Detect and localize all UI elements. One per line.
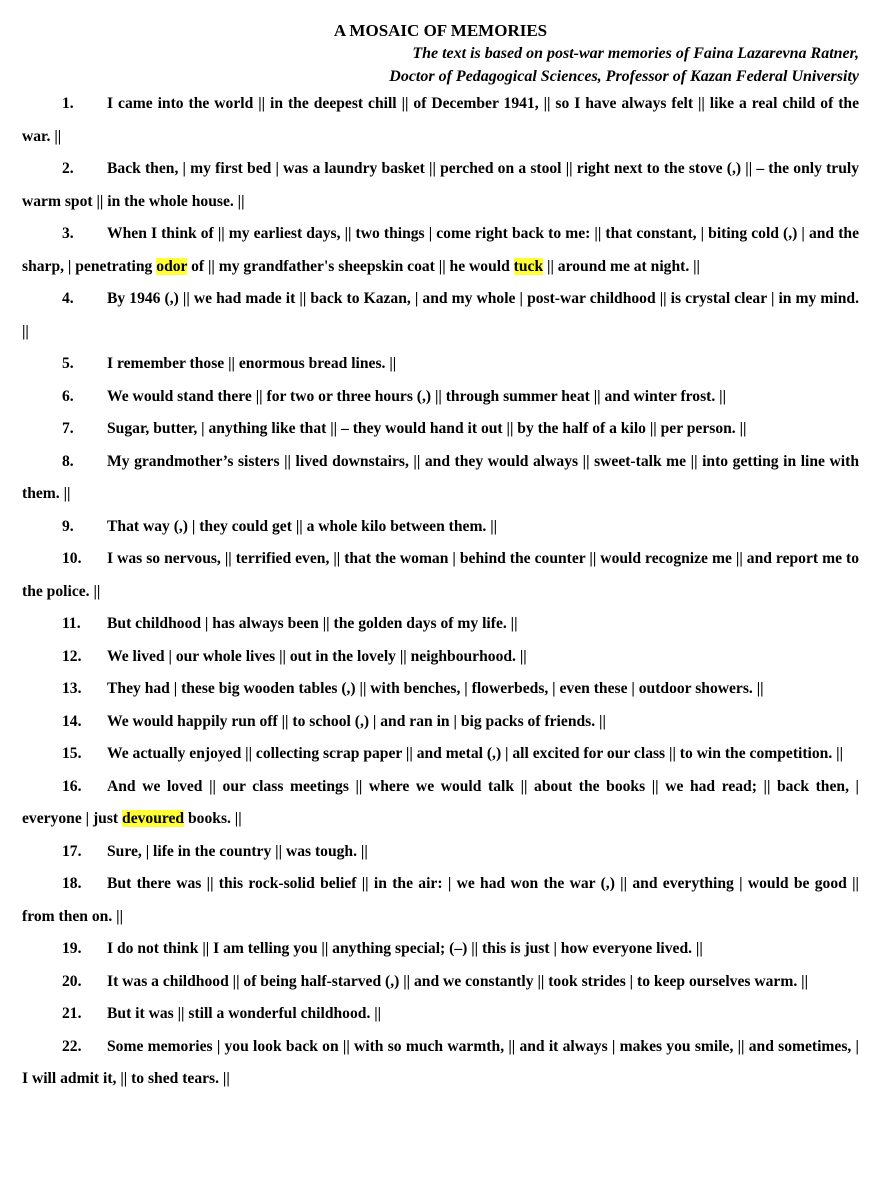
item-number: 9.: [62, 517, 74, 535]
item-text: It was a childhood || of being half-starved (,) || and we constantly || took strides | to keep ourselves warm. ||: [107, 972, 809, 990]
item-text: But childhood | has always been || the golden days of my life. ||: [107, 615, 518, 632]
memory-item: [22, 998, 859, 1031]
item-number: 15.: [62, 745, 82, 762]
highlighted-word: tuck: [513, 257, 544, 275]
memory-item: [22, 381, 859, 414]
memory-item: [22, 933, 859, 966]
item-text: But it was || still a wonderful childhood. ||: [107, 1005, 382, 1022]
item-text: Back then, | my first bed | was a laundry basket || perched on a stool || right next to the stove (,) || – the only truly warm spot || in the whole house. ||: [22, 160, 859, 210]
item-text: That way (,) | they could get || a whole kilo between them. ||: [107, 517, 498, 535]
memory-item: [22, 283, 859, 348]
document-title: A MOSAIC OF MEMORIES: [333, 21, 548, 40]
memory-item: [22, 88, 859, 153]
item-text: But there was || this rock-solid belief || in the air: | we had won the war (,) || and everything | would be good || from then on. ||: [22, 875, 859, 925]
subtitle-line-1: The text is based on post-war memories of Faina Lazarevna Ratner,: [412, 45, 859, 62]
memory-item: [22, 641, 859, 674]
memory-item: [22, 771, 859, 836]
item-text: || around me at night. ||: [543, 257, 700, 275]
memory-item: [22, 348, 859, 381]
memory-item: [22, 511, 859, 544]
item-number: 21.: [62, 1005, 82, 1022]
memory-item: [22, 543, 859, 608]
memory-item: [22, 966, 859, 999]
item-number: 7.: [62, 420, 74, 437]
item-text: We lived | our whole lives || out in the lovely || neighbourhood. ||: [107, 647, 527, 665]
item-number: 2.: [62, 160, 74, 177]
item-number: 22.: [62, 1037, 82, 1055]
item-number: 17.: [62, 842, 82, 860]
memory-item: [22, 836, 859, 869]
memory-item: [22, 413, 859, 446]
item-number: 1.: [62, 95, 74, 112]
memory-item: [22, 868, 859, 933]
item-text: Some memories | you look back on || with so much warmth, || and it always | makes you smile, || and sometimes, | I will admit it, || to shed tears. ||: [22, 1037, 859, 1087]
item-number: 16.: [62, 777, 82, 795]
item-text: I remember those || enormous bread lines. ||: [107, 355, 397, 372]
item-text: We would happily run off || to school (,) | and ran in | big packs of friends. ||: [107, 712, 606, 730]
memory-item: [22, 446, 859, 511]
item-text: By 1946 (,) || we had made it || back to Kazan, | and my whole | post-war childhood || is crystal clear | in my mind. ||: [22, 290, 859, 340]
item-text: I do not think || I am telling you || anything special; (–) || this is just | how everyone lived. ||: [107, 940, 703, 957]
memory-list: [22, 88, 859, 1096]
item-text: Sugar, butter, | anything like that || – they would hand it out || by the half of a kilo || per person. ||: [107, 420, 747, 437]
item-number: 18.: [62, 875, 82, 892]
item-text: I came into the world || in the deepest chill || of December 1941, || so I have always felt || like a real child of the war. ||: [22, 95, 859, 145]
item-number: 5.: [62, 355, 74, 372]
item-number: 12.: [62, 647, 82, 665]
highlighted-word: devoured: [122, 810, 185, 827]
item-number: 3.: [62, 225, 74, 242]
memory-item: [22, 738, 859, 771]
item-text: When I think of || my earliest days, || two things | come right back to me: || that constant, | biting cold (,) | and the sharp, | penetrating: [22, 225, 859, 275]
item-text: We actually enjoyed || collecting scrap paper || and metal (,) | all excited for our class || to win the competition. ||: [107, 745, 844, 762]
item-number: 4.: [62, 290, 74, 307]
memory-item: [22, 1031, 859, 1096]
item-text: books. ||: [184, 810, 242, 827]
memory-item: [22, 706, 859, 739]
item-number: 8.: [62, 452, 74, 470]
item-text: They had | these big wooden tables (,) || with benches, | flowerbeds, | even these | outdoor showers. ||: [107, 680, 764, 697]
item-text: My grandmother’s sisters || lived downstairs, || and they would always || sweet-talk me || into getting in line with them. ||: [22, 452, 859, 502]
memory-item: [22, 673, 859, 706]
memory-item: [22, 153, 859, 218]
item-number: 6.: [62, 387, 74, 405]
item-text: Sure, | life in the country || was tough. ||: [107, 842, 368, 860]
item-number: 19.: [62, 940, 82, 957]
item-text: We would stand there || for two or three hours (,) || through summer heat || and winter frost. ||: [107, 387, 727, 405]
item-text: I was so nervous, || terrified even, || that the woman | behind the counter || would recognize me || and report me to the police. ||: [22, 550, 859, 600]
item-number: 14.: [62, 712, 82, 730]
highlighted-word: odor: [156, 257, 188, 275]
memory-item: [22, 608, 859, 641]
item-number: 10.: [62, 550, 82, 567]
item-text: And we loved || our class meetings || where we would talk || about the books || we had read; || back then, | everyone | just: [22, 777, 859, 827]
memory-item: [22, 218, 859, 283]
item-text: of || my grandfather's sheepskin coat || he would: [187, 257, 514, 275]
subtitle-line-2: Doctor of Pedagogical Sciences, Professor of Kazan Federal University: [389, 68, 859, 85]
item-number: 11.: [62, 615, 81, 632]
item-number: 13.: [62, 680, 82, 697]
item-number: 20.: [62, 972, 82, 990]
